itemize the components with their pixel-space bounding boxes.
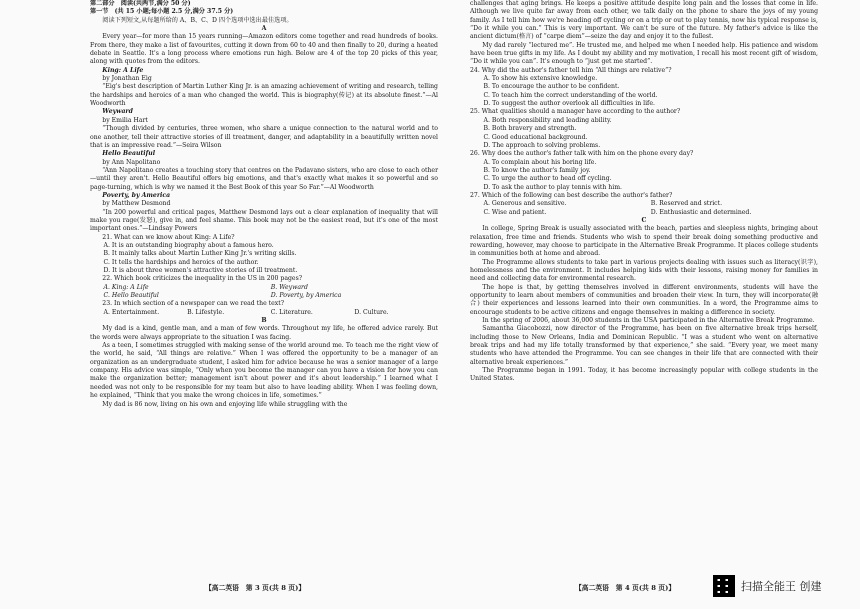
q26-option-a: A. To complain about his boring life. [483,158,597,166]
right-page-footer: 【高二英语 第 4 页(共 8 页)】 [575,584,676,592]
question-25: 25. What qualities should a manager have according to the author? [470,108,681,116]
q22-option-c: C. Hello Beautiful [103,292,159,300]
q27-option-a: A. Generous and sensitive. [483,200,567,208]
q22-options-row-1 [90,284,438,292]
q23-option-c: C. Literature. [270,308,313,316]
question-23: 23. In which section of a newspaper can we read the text? [102,300,284,308]
q24-option-d: D. To suggest the author overlook all difficulties in life. [483,100,655,108]
book-3-quote: “Ann Napolitano creates a touching story that centres on the Padavano sisters, who are close to each other—until they aren't. Hello Beautiful offers big emotions, and that's exactly what makes it so powerful and so page-turning, which is why we named it the Best Book of this year So Far.”—Al Woodworth [90,166,438,191]
q22-option-d: D. Poverty, by America [270,292,342,300]
book-2-quote: “Though divided by centuries, three women, who share a unique connection to the natural world and to one another, tell their attractive stories of ill treatment, danger, and adaptability in a beautifully written novel that is an impressive read.”—Seira Wilson [90,125,438,149]
q26-option-b: B. To know the author's family joy. [483,166,591,174]
passage-c-para-1: In college, Spring Break is usually associated with the beach, parties and sleepless nights, bringing about relaxation, free time and friends. Students who wish to spend their break doing something productive and rewarding, however, may choose to participate in the Alternative Break Programme. It places college students in communities both at home and abroad. [470,225,818,258]
q26-option-c: C. To urge the author to head off cycling. [483,175,612,183]
book-3-title: Hello Beautiful [102,150,156,158]
q21-option-d: D. It is about three women's attractive stories of ill treatment. [103,267,298,274]
q23-option-a: A. Entertainment. [103,308,160,316]
q27-option-c: C. Wise and patient. [483,208,547,216]
passage-b-para-2: As a teen, I sometimes struggled with making sense of the world around me. To teach me the right view of the world, he said, “All things are relative.” When I was offered the opportunity to be a manager of an organization as an undergraduate student, I asked him for advice because he was a senior manager of a large company. His advice was simple, “Only when you become the manager can you have a vision for how you can make the organization better; management isn't about power and it's about leadership.” I learned what I needed was not only to be responsible for my team but also to have leading ability. When I was feeling down, he explained, “Think that you make the wrong choices in life, sometimes.” [90,342,438,400]
q23-option-d: D. Culture. [354,308,389,316]
book-2-title: Weyward [102,108,133,116]
question-27: 27. Which of the following can best describe the author's father? [470,191,673,199]
q21-option-b: B. It mainly talks about Martin Luther King Jr.'s writing skills. [103,250,297,258]
passage-a-intro: Every year—for more than 15 years running—Amazon editors come together and read hundreds of books. From there, they make a list of favourites, cutting it down from 60 to 40 and then finally to 20, during a heated debate in Seattle. It's a long process where emotions run high. Below are 4 of the top 20 picks of this year, along with quotes from the editors. [90,33,438,66]
q25-option-a: A. Both responsibility and leading ability. [483,116,612,124]
scanner-brand-label: 扫描全能王 创建 [741,580,822,593]
passage-c-para-5: Samantha Giacobozzi, now director of the Programme, has been on five alternative break trips herself, including those to New Orleans, India and Dominican Republic. “I was a student who went on alternative break trips and had my life totally transformed by that experience,” she said. “Every year, we meet many students who have attended the Programme. You can see changes in their life that are connected with their alternative break experiences.” [470,325,818,366]
q25-option-b: B. Both bravery and strength. [483,125,577,133]
q27-option-d: D. Enthusiastic and determined. [650,208,752,216]
question-21: 21. What can we know about King: A Life? [102,233,235,241]
q24-option-b: B. To encourage the author to be confident. [483,83,620,91]
question-26: 26. Why does the author's father talk with him on the phone every day? [470,150,694,158]
book-3-author: by Ann Napolitano [102,158,161,166]
book-1-author: by Jonathan Eig [102,75,152,83]
q27-options-row-2 [470,209,818,217]
q27-option-b: B. Reserved and strict. [650,200,723,208]
instructions: 阅读下列短文,从每题所给的 A、B、C、D 四个选项中选出最佳选项。 [102,16,293,24]
q24-option-c: C. To teach him the correct understanding of the world. [483,91,658,99]
book-4-author: by Matthew Desmond [102,200,171,208]
passage-c-para-2: The Programme allows students to take part in various projects dealing with issues such as literacy(识字), homelessness and the environment. It includes helping kids with their lessons, raising money for families in need and collecting data for environmental research. [470,258,818,283]
q22-options-row-2 [90,292,438,300]
passage-c-para-6: The Programme began in 1991. Today, it has become increasingly popular with college students in the United States. [470,367,818,383]
q23-option-b: B. Lifestyle. [187,308,225,316]
book-2-author: by Emilia Hart [102,116,148,124]
passage-b-para-3: My dad is 86 now, living on his own and enjoying life while struggling with the [102,400,348,408]
book-4-title: Poverty, by America [102,191,171,199]
passage-b-para-3-cont: challenges that aging brings. He keeps a positive attitude despite long pain and the losses that come in life. Although we live quite far away from each other, we talk daily on the phone to share the joys of my young family. As I tell him how we're heading off cycling or on a trip or out to play tennis, now his typical response is, “Do it while you can.” This is very important. We can't be sure of the future. My father's advice is like the ancient dictum(格言) of “carpe diem”—seize the day and enjoy it to the fullest. [470,0,818,41]
book-1-title: King: A Life [102,66,144,74]
q26-option-d: D. To ask the author to play tennis with him. [483,183,622,191]
question-22: 22. Which book criticizes the inequality in the US in 200 pages? [102,275,303,283]
left-page [90,0,438,570]
section-heading: 第一节 (共 15 小题;每小题 2.5 分,满分 37.5 分) [90,8,234,16]
question-24: 24. Why did the author's father tell him “All things are relative”? [470,66,672,74]
q27-options-row-1 [470,200,818,208]
q22-option-a: A. King: A Life [103,283,149,291]
q23-options [90,309,438,317]
passage-a-label: A [261,25,267,33]
scanner-watermark [713,575,822,597]
book-4-quote: “In 200 powerful and critical pages, Matthew Desmond lays out a clear explanation of inequality that will make you rage(发怒), give in, and feel shame. This book may not be the easiest read, but it's one of the most important ones.”—Lindsay Powers [90,208,438,233]
q25-option-d: D. The approach to solving problems. [483,141,601,149]
q25-option-c: C. Good educational background. [483,133,588,141]
right-page [470,0,818,570]
q22-option-b: B. Weyward [270,283,308,291]
q21-option-c: C. It tells the hardships and heroics of the author. [103,258,259,266]
book-1-quote: “Eig's best description of Martin Luther King Jr. is an amazing achievement of writing and research, telling the hardships and heroics of a man who changed the world. This is biography(传记) at its absolute finest.”—Al Woodworth [90,83,438,108]
passage-b-para-1: My dad is a kind, gentle man, and a man of few words. Throughout my life, he offered advice rarely. But the words were always appropriate to the situation I was facing. [90,325,438,341]
q24-option-a: A. To show his extensive knowledge. [483,75,598,83]
passage-c-label: C [641,216,647,224]
passage-c-para-3: The hope is that, by getting themselves involved in different environments, students will have the opportunity to learn about members of communities and broaden their view. In turn, they will incorporate(融合) their experiences and lessons learned into their own communities. In a word, the Programme aims to encourage students to be active citizens and engage themselves in making a difference in society. [470,283,818,316]
passage-b-para-4: My dad rarely “lectured me”. He trusted me, and helped me when I needed help. His patience and wisdom have been true gifts in my life. As I doubt my ability and my motivation, I recall his most recent gift of wisdom, “Do it while you can”. It's enough to “just get me started”. [470,41,818,66]
part-heading: 第二部分 阅读(共两节,满分 50 分) [90,0,191,7]
left-page-footer: 【高二英语 第 3 页(共 8 页)】 [205,584,306,592]
passage-c-para-4: In the spring of 2006, about 36,000 students in the USA participated in the Alternative Break Programme. [482,317,815,325]
qr-code-icon [713,575,735,597]
q21-option-a: A. It is an outstanding biography about a famous hero. [103,241,274,249]
passage-b-label: B [261,317,267,325]
